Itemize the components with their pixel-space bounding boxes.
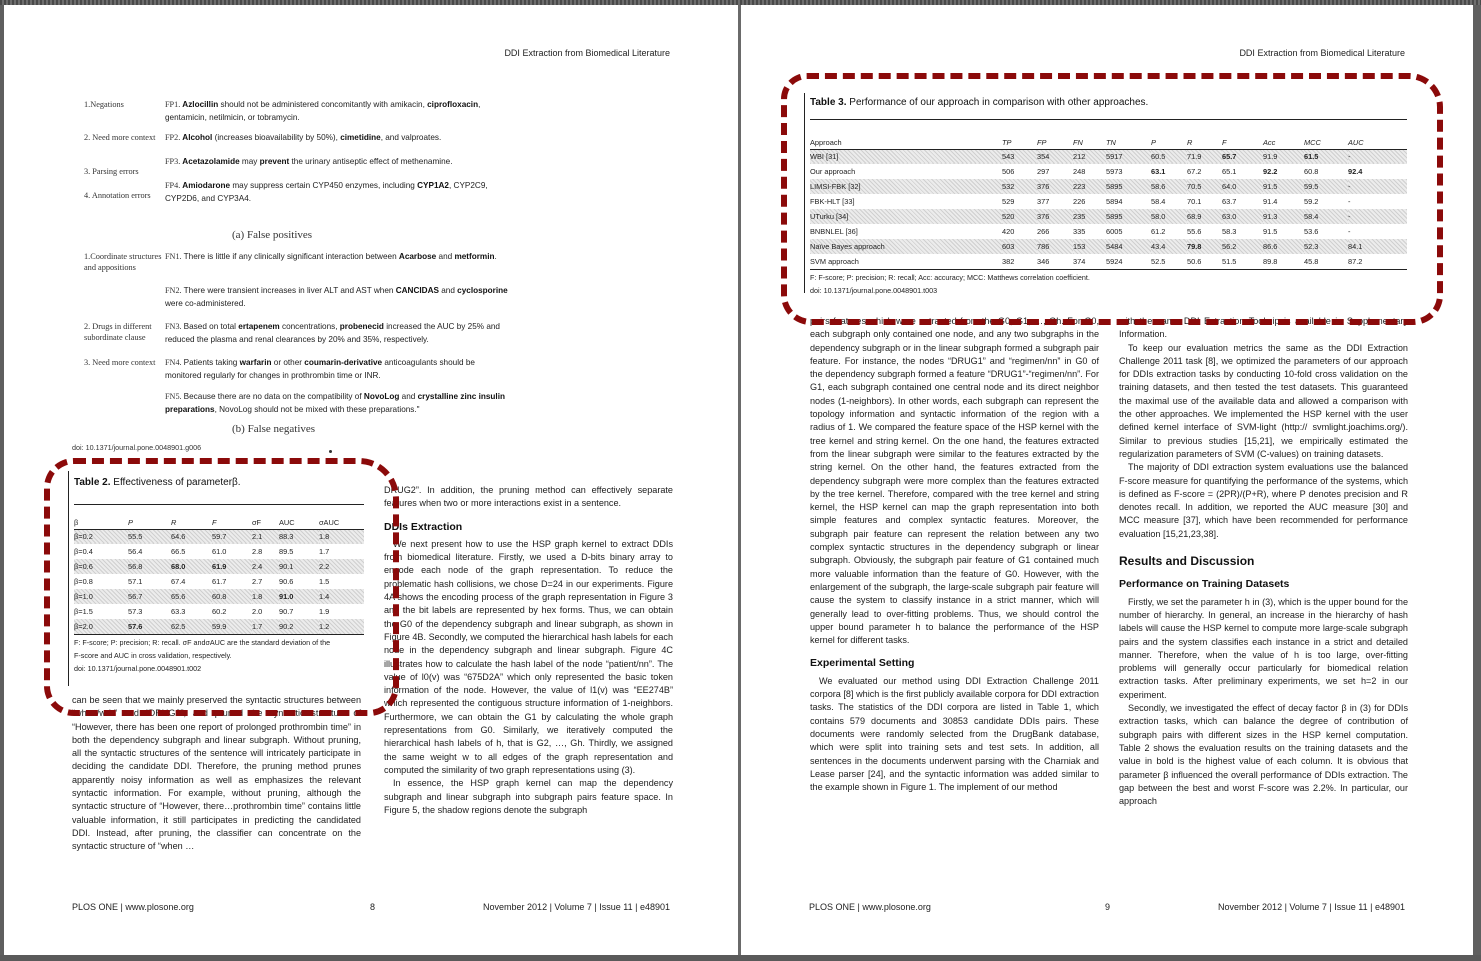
section-heading-ddis-extraction: DDIs Extraction (384, 520, 463, 533)
table-cell: 58.6 (1151, 179, 1187, 194)
example-sentence: FP4. Amiodarone may suppress certain CYP450 enzymes, including CYP1A2, CYP2C9, CYP2D6, and CYP3A4. (165, 181, 488, 203)
table-cell: 1.7 (252, 619, 279, 634)
table-cell: 2.0 (252, 607, 263, 616)
column-header: FN (1073, 136, 1106, 149)
table-cell: 52.5 (1151, 254, 1187, 269)
table-cell: 51.5 (1222, 254, 1263, 269)
stray-dot (329, 450, 332, 453)
pdf-page-9 (741, 5, 1473, 955)
table-cell: 59.5 (1304, 179, 1348, 194)
column-header: Acc (1263, 136, 1304, 149)
table-cell: 2.7 (252, 577, 263, 586)
paragraph: can be seen that we mainly preserved the syntactic structures between “when/wrb” and “DRUG2”, and pruned the syntactic structure of “However, there has been one report of prolonged prothrombin time” in both the dependency subgraph and linear subgraph. Without pruning, all the syntactic structures of the sentence will intricately participate in deciding the candidate DDI. Therefore, the pruning method prunes apparently noisy information as well as emphasizes the relevant syntactic information. For example, without pruning, although the syntactic structure of “However, there…prothrombin time” contains little valuable information, it still participates in predicting the candidated DDI. Instead, after pruning, the classifier can concentrate on the syntactic structure of “when … (72, 695, 361, 852)
table-cell: 89.5 (279, 547, 294, 556)
table-cell: 66.5 (171, 547, 186, 556)
table-cell: 1.8 (319, 529, 364, 544)
paragraph: In essence, the HSP graph kernel can map the dependency subgraph and linear subgraph into subgraph pairs feature space. In Figure 5, the shadow regions denote the subgraph (384, 778, 673, 815)
table-cell: 532 (1002, 179, 1037, 194)
table-cell: 6005 (1106, 227, 1123, 236)
example-sentence: FP1. Azlocillin should not be administered concomitantly with amikacin, ciprofloxacin, gentamicin, netilmicin, or tobramycin. (165, 100, 481, 122)
table-cell: 90.2 (279, 619, 319, 634)
table-3-title: Table 3. Performance of our approach in comparison with other approaches. (810, 97, 1149, 108)
column-header: AUC (279, 516, 319, 529)
table-cell: 1.2 (319, 619, 364, 634)
example-sentence: FN1. There is little if any clinically significant interaction between Acarbose and metformin. (165, 252, 497, 261)
table-cell: 223 (1073, 179, 1106, 194)
table-cell: 59.7 (212, 529, 252, 544)
running-head: DDI Extraction from Biomedical Literature (1239, 48, 1405, 58)
table-cell: 68.9 (1187, 209, 1222, 224)
table-cell: 5894 (1106, 197, 1123, 206)
table-cell: 92.4 (1348, 167, 1363, 176)
error-category-label: 1.Negations (84, 100, 124, 109)
figure-error-analysis (72, 5, 512, 465)
column-header: P (1151, 136, 1187, 149)
column-header: FP (1037, 136, 1073, 149)
paragraph: We evaluated our method using DDI Extraction Challenge 2011 corpora [8] which is the first publicly available corpora for DDI extraction tasks. The statistics of the DDI corpora are listed in Table 1, which contains 579 documents and 30853 candidate DDIs pairs. These documents were randomly selected from the DrugBank database, which were split into training sets and test sets. In addition, all sentences in the documents underwent parsing with the Charniak and Lease parser [24], and the syntactic information was added similar to the example shown in Figure 1. The implement of our method (810, 675, 1099, 793)
table-cell: 420 (1002, 227, 1015, 236)
footer-journal: PLOS ONE | www.plosone.org (809, 902, 931, 912)
table-cell: 5973 (1106, 167, 1123, 176)
error-category-label: 2. Drugs in different subordinate clause (84, 322, 152, 342)
table-cell: 5895 (1106, 209, 1151, 224)
table-cell: 63.0 (1222, 209, 1263, 224)
table-cell: 91.3 (1263, 209, 1304, 224)
table-cell: 56.8 (128, 559, 171, 574)
table-cell: 58.4 (1304, 209, 1348, 224)
table-cell: 87.2 (1348, 254, 1407, 269)
example-sentence: FN4. Patients taking warfarin or other coumarin-derivative anticoagulants should be monitored regularly for changes in prothrombin time or INR. (165, 358, 475, 380)
table-cell: 2.1 (252, 529, 279, 544)
table-cell: 377 (1037, 197, 1050, 206)
table-cell: 43.4 (1151, 239, 1187, 254)
figure-doi: doi: 10.1371/journal.pone.0048901.g006 (72, 443, 202, 452)
table-cell: 153 (1073, 239, 1106, 254)
table-cell: 1.4 (319, 589, 364, 604)
paragraph: The majority of DDI extraction system evaluations use the balanced F-score measure for quantifying the performance of the systems, which is defined as F-score = (2PR)/(P+R), where P denotes precision and R denotes recall. In addition, we reported the AUC measure [30] and MCC measure [37], which have been recommended for performance evaluation [15,21,23,38]. (1119, 462, 1408, 539)
table-cell: SVM approach (810, 254, 1002, 269)
table-cell: 64.6 (171, 529, 212, 544)
table-cell: 61.0 (212, 547, 227, 556)
table-cell: 91.4 (1263, 197, 1278, 206)
paragraph: DRUG2”. In addition, the pruning method can effectively separate features when two or more interactions exist in a sentence. (384, 485, 673, 509)
table3-highlight (781, 73, 1443, 325)
table-cell: 91.0 (279, 589, 319, 604)
table-cell: 90.1 (279, 559, 319, 574)
footer-issue: November 2012 | Volume 7 | Issue 11 | e48901 (483, 902, 670, 912)
table-cell: 63.3 (171, 607, 186, 616)
paragraph: with the name DDI Extraction Tool.zip is available in Supplementary Information. (1119, 316, 1408, 340)
table-cell: β=0.2 (74, 529, 128, 544)
error-category-label: 3. Need more context (84, 358, 156, 367)
table-cell: 61.5 (1304, 149, 1348, 164)
table-cell: 58.4 (1151, 197, 1166, 206)
table-cell: - (1348, 197, 1351, 206)
column-header: TN (1106, 136, 1151, 149)
table-cell: 62.5 (171, 619, 212, 634)
column-header: σAUC (319, 516, 364, 529)
footer-issue: November 2012 | Volume 7 | Issue 11 | e48901 (1218, 902, 1405, 912)
table-cell: 374 (1073, 254, 1106, 269)
table-cell: LIMSI-FBK [32] (810, 179, 1002, 194)
table-cell: 376 (1037, 179, 1073, 194)
table-cell: β=2.0 (74, 619, 128, 634)
table-2-doi: doi: 10.1371/journal.pone.0048901.t002 (74, 664, 202, 673)
table-cell: 68.0 (171, 559, 212, 574)
table-cell: WBI [31] (810, 149, 1002, 164)
table-cell: 60.8 (1304, 167, 1319, 176)
table-cell: 5917 (1106, 149, 1151, 164)
table-cell: 91.5 (1263, 179, 1304, 194)
table-cell: 57.1 (128, 577, 143, 586)
table-cell: 266 (1037, 227, 1050, 236)
table-cell: 65.1 (1222, 167, 1237, 176)
table-cell: 57.6 (128, 619, 171, 634)
table-cell: 520 (1002, 209, 1037, 224)
table-cell: 60.5 (1151, 149, 1187, 164)
body-text-right-column (384, 484, 673, 817)
table-cell: 63.7 (1222, 197, 1237, 206)
caption-false-negatives: (b) False negatives (232, 423, 316, 435)
table-cell: BNBNLEL [36] (810, 227, 858, 236)
table-cell: 786 (1037, 239, 1073, 254)
table-cell: β=0.4 (74, 547, 93, 556)
table-cell: 212 (1073, 149, 1106, 164)
table-cell: 57.3 (128, 607, 143, 616)
body-text-left-column (72, 694, 361, 854)
column-header: R (1187, 136, 1222, 149)
subsection-heading-training: Performance on Training Datasets (1119, 578, 1290, 591)
column-header: F (212, 516, 252, 529)
table-cell: 56.7 (128, 589, 171, 604)
table-cell: 90.7 (279, 607, 294, 616)
column-header: β (74, 516, 128, 529)
table2-highlight (44, 458, 399, 716)
table-cell: 89.8 (1263, 254, 1304, 269)
table-cell: 53.6 (1304, 227, 1319, 236)
table-cell: β=0.8 (74, 577, 93, 586)
pdf-page-8 (4, 5, 738, 955)
table-cell: 55.5 (128, 529, 171, 544)
table-cell: 91.5 (1263, 227, 1278, 236)
table-cell: - (1348, 179, 1407, 194)
table-cell: 67.2 (1187, 167, 1202, 176)
paragraph: Firstly, we set the parameter h in (3), which is the upper bound for the number of hierarchy. In general, an increase in the hierarchy of hash labels will cause the HSP kernel to compute more large-scale subgraph pairs and the system classifies each instance in a strict and detailed manner. Therefore, when the value of h is too large, over-fitting problems will generally occur particularly for biomedical relation extraction tasks. After preliminary experiments, we set h=2 in our experiment. (1119, 596, 1408, 700)
error-category-label: 2. Need more context (84, 133, 156, 142)
table-cell: 61.9 (212, 559, 252, 574)
example-sentence: FP3. Acetazolamide may prevent the urinary antiseptic effect of methenamine. (165, 157, 453, 166)
table-cell: 88.3 (279, 529, 319, 544)
paragraph: To keep our evaluation metrics the same as the DDI Extraction Challenge 2011 task [8], we optimized the parameters of our approach for DDIs extraction tasks by conducting 10-fold cross validation on the training datasets, and then tested the test datasets. This guaranteed the maximal use of the available data and allowed a comparison with the other approaches. We implemented the HSP kernel with the user defined kernel interface of SVM-light (http:// svmlight.joachims.org/). Similar to previous studies [15,21], we empirically estimated the regularization parameters of SVM (C-values) on training datasets. (1119, 342, 1408, 459)
table-cell: 335 (1073, 227, 1086, 236)
table-cell: 354 (1037, 149, 1073, 164)
table-3-footnote: F: F-score; P: precision; R: recall; Acc: accuracy; MCC: Matthews correlation coefficient. doi: 10.1371/journal.pone.0048901.t003 (810, 271, 1410, 297)
table-cell: 70.1 (1187, 197, 1202, 206)
table-cell: 543 (1002, 149, 1037, 164)
table-cell: 5924 (1106, 254, 1151, 269)
body-text-left-column (810, 315, 1099, 794)
table-cell: 61.2 (1151, 227, 1166, 236)
body-text-right-column (1119, 315, 1408, 808)
caption-false-positives: (a) False positives (232, 229, 313, 241)
column-header: MCC (1304, 136, 1348, 149)
table-2-title: Table 2. Effectiveness of parameterβ. (74, 477, 241, 488)
table-cell: 91.9 (1263, 149, 1304, 164)
table-cell: 50.6 (1187, 254, 1222, 269)
paragraph: Secondly, we investigated the effect of decay factor β in (3) for DDIs extraction tasks, which can balance the degree of contribution of subgraph pairs with different sizes in the HSP kernel computation. Table 2 shows the evaluation results on the training datasets and the value in bold is the highest value of each column. It is obvious that parameter β influenced the overall performance of DDIs extraction. The gap between the best and worst F-score was 2.2%. In particular, our approach (1119, 703, 1408, 807)
table-cell: 86.6 (1263, 239, 1304, 254)
table-cell: 59.2 (1304, 197, 1319, 206)
table-cell: 45.8 (1304, 254, 1348, 269)
table-cell: - (1348, 227, 1351, 236)
table-3-doi: doi: 10.1371/journal.pone.0048901.t003 (810, 286, 938, 295)
table-cell: 59.9 (212, 619, 252, 634)
table-2-footnote: F: F-score; P: precision; R: recall. σF andσAUC are the standard deviation of the F-score and AUC in cross validation, respectively. doi: 10.1371/journal.pone.0048901.t002 (74, 636, 374, 675)
table-cell: 1.8 (252, 589, 279, 604)
table-cell: 603 (1002, 239, 1037, 254)
table-cell: 63.1 (1151, 167, 1166, 176)
table-cell: 60.8 (212, 589, 252, 604)
example-sentence: FN5. Because there are no data on the compatibility of NovoLog and crystalline zinc insulin preparations, NovoLog should not be mixed with these preparations." (165, 392, 505, 414)
table-cell: 64.0 (1222, 179, 1263, 194)
example-sentence: FN2. There were transient increases in liver ALT and AST when CANCIDAS and cyclosporine were co-administered. (165, 286, 508, 308)
column-header: R (171, 516, 212, 529)
table-cell: 71.9 (1187, 149, 1222, 164)
table-cell: 58.3 (1222, 227, 1237, 236)
table-cell: 346 (1037, 254, 1073, 269)
viewer-bottom-strip (0, 955, 1481, 961)
table-cell: 2.2 (319, 559, 364, 574)
column-header: Approach (810, 136, 1002, 149)
table-cell: 67.4 (171, 577, 186, 586)
table-cell: 56.2 (1222, 239, 1263, 254)
table-cell: 2.4 (252, 559, 279, 574)
table-cell: 61.7 (212, 577, 227, 586)
table-cell: 529 (1002, 197, 1015, 206)
error-category-label: 3. Parsing errors (84, 167, 139, 176)
table-cell: 1.5 (319, 577, 330, 586)
table-cell: 60.2 (212, 607, 227, 616)
table-cell: 248 (1073, 167, 1086, 176)
table-cell: 65.7 (1222, 149, 1263, 164)
table-cell: 65.6 (171, 589, 212, 604)
section-heading-results: Results and Discussion (1119, 554, 1255, 569)
table-cell: 84.1 (1348, 239, 1407, 254)
example-sentence: FP2. Alcohol (increases bioavailability by 50%), cimetidine, and valproates. (165, 133, 442, 142)
example-sentence: FN3. Based on total ertapenem concentrations, probenecid increased the AUC by 25% and reduced the plasma and renal clearances by 20% and 35%, respectively. (165, 322, 500, 344)
table-cell: 297 (1037, 167, 1050, 176)
table-cell: 52.3 (1304, 239, 1348, 254)
column-header: P (128, 516, 171, 529)
table-cell: 226 (1073, 197, 1086, 206)
table-cell: 376 (1037, 209, 1073, 224)
table-cell: 79.8 (1187, 239, 1222, 254)
table-cell: β=1.0 (74, 589, 128, 604)
table-cell: - (1348, 149, 1407, 164)
table-cell: 58.0 (1151, 209, 1187, 224)
table-cell: 90.6 (279, 577, 294, 586)
table-cell: 235 (1073, 209, 1106, 224)
column-header: TP (1002, 136, 1037, 149)
section-heading-experimental-setting: Experimental Setting (810, 657, 915, 670)
table-cell: UTurku [34] (810, 209, 1002, 224)
table-cell: 92.2 (1263, 167, 1278, 176)
table-cell: 506 (1002, 167, 1015, 176)
page-number: 8 (370, 902, 376, 912)
table-cell: 55.6 (1187, 227, 1202, 236)
table-cell: 1.7 (319, 547, 330, 556)
column-header: σF (252, 516, 279, 529)
table-cell: 5895 (1106, 179, 1151, 194)
table-cell: FBK-HLT [33] (810, 197, 855, 206)
table-cell: Naïve Bayes approach (810, 239, 1002, 254)
column-header: AUC (1348, 136, 1407, 149)
table-cell: 2.8 (252, 547, 263, 556)
error-category-label: 4. Annotation errors (84, 191, 151, 200)
table-cell: 382 (1002, 254, 1037, 269)
table-cell: Our approach (810, 167, 856, 176)
table-cell: 5484 (1106, 239, 1151, 254)
column-header: F (1222, 136, 1263, 149)
table-cell: 70.5 (1187, 179, 1222, 194)
paragraph: pairs features which were extracted from the G0, G1, …, Gh. For G0, each subgraph only contained one node, and any two subgraphs in the dependency subgraph or in the linear subgraph formed a subgraph pair feature. For instance, the nodes “DRUG1” and “regimen/nn” in G0 of the dependency subgraph formed a feature “DRUG1”-“regimen/nn”. For G1, each subgraph contained one central node and its direct neighbor nodes (1-neighbors). In other words, each subgraph can represent the topology information and syntactic information of the region with a radius of 1. We compared the feature space of the HSP kernel with the tree kernel and string kernel. On the one hand, the features extracted from the linear subgraph were similar to the features extracted by the string kernel. On the other hand, the features extracted from the dependency subgraph were more complex than the features extracted by the tree kernel. Therefore, compared with the tree kernel and string kernel, the HSP kernel can map the graph representation into both simple features and complex syntactic features. Moreover, the subgraph pair feature can represent the relation between any two complex syntactic structures in the dependency subgraph or linear subgraph. Obviously, the subgraph pair feature of G1 contained much more valuable information than the feature of G0. However, with the enlargement of the subgraph, the large-scale subgraph pair feature will cause the system to classify instance in a strict manner, which will generally lead to over-fitting problems. Thus, we should control the upper bound parameter h to balance the performance of the HSP kernel for different tasks. (810, 316, 1099, 646)
table-cell: β=1.5 (74, 607, 93, 616)
paragraph: We next present how to use the HSP graph kernel to extract DDIs from biomedical literature. Firstly, we used a D-bits binary array to encode each node of the graph representation. To reduce the problematic hash collisions, we chose D=24 in our experiments. Figure 4A shows the encoding process of the graph representation in Figure 3 and the bit labels are represented by hex forms. Thus, we can obtain the G0 of the dependency subgraph and linear subgraph, as shown in Figure 4B. Secondly, we computed the hierarchical hash labels for each node in the dependency subgraph and linear subgraph. Figure 4C illustrates how to calculate the hash label of the node “patient/nn”. The value of l0(v) was “675D2A” which only represented the basic token information of the node. However, the value of l1(v) was “EE274B” which represented the contiguous structure information of 1-neighbors. Furthermore, we can obtain the G1 by calculating the whole graph representations from G0. Similarly, we iteratively computed the hierarchical hash labels of h, that is G2, …, Gh. Thirdly, we assigned the same weight w to all edges of the graph representation and computed the similarity of two graph representations using (3). (384, 538, 673, 775)
running-head: DDI Extraction from Biomedical Literature (504, 48, 670, 58)
footer-journal: PLOS ONE | www.plosone.org (72, 902, 194, 912)
table-cell: β=0.6 (74, 559, 128, 574)
error-category-label: 1.Coordinate structures and appositions (84, 252, 162, 272)
page-number: 9 (1105, 902, 1111, 912)
table-cell: 1.9 (319, 607, 330, 616)
table-cell: - (1348, 209, 1407, 224)
table-cell: 56.4 (128, 547, 143, 556)
